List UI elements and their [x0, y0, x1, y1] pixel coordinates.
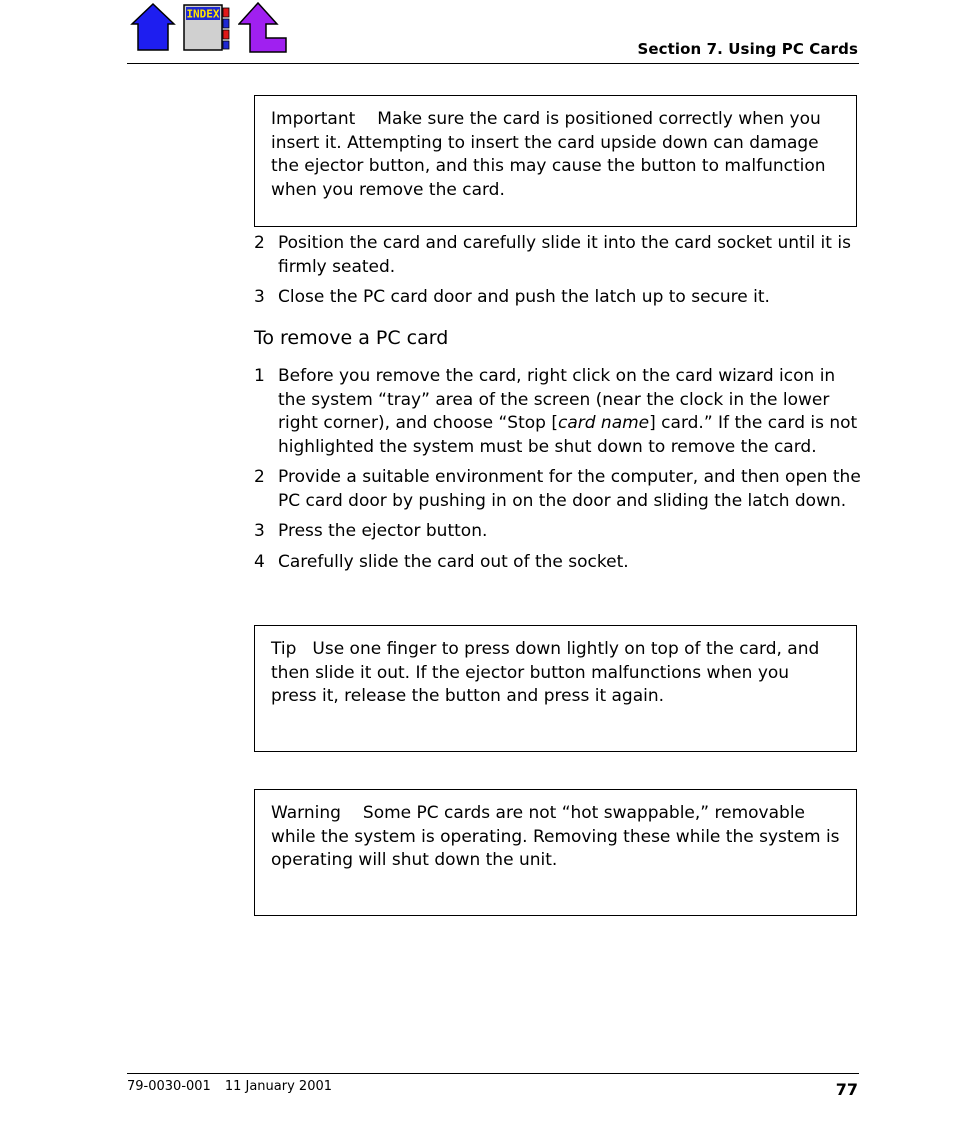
warning-text: Some PC cards are not “hot swappable,” removable while the system is operating. Removing these while the system is operating will shut down the unit. — [271, 803, 840, 870]
doc-date: 11 January 2001 — [224, 1079, 333, 1094]
step-text-before: Before you remove the card, right click on the card wizard icon in the system “tray” area of the screen (near the clock in the lower right corner), and choose “Stop [ — [278, 366, 836, 433]
section-title: Section 7. Using PC Cards — [637, 40, 858, 58]
index-book-icon[interactable] — [182, 2, 232, 52]
important-note-box — [254, 95, 857, 227]
important-text: Make sure the card is positioned correctly when you insert it. Attempting to insert the card upside down can damage the ejector button, and this may cause the button to malfunction when you remove the card. — [271, 109, 826, 200]
step-text-after: ] card.” If the card is not highlighted the system must be shut down to remove the card. — [278, 413, 858, 457]
index-label: INDEX — [186, 7, 220, 21]
tip-text: Use one finger to press down lightly on top of the card, and then slide it out. If the ejector button malfunctions when you press it, release the button and press it again. — [271, 639, 820, 706]
list-item — [254, 466, 864, 513]
step-number: 4 — [254, 552, 265, 572]
list-item — [254, 365, 864, 459]
up-arrow-icon[interactable] — [238, 2, 288, 54]
card-name-placeholder: card name — [557, 413, 650, 433]
remove-card-heading: To remove a PC card — [254, 327, 449, 349]
tip-label: Tip — [271, 639, 297, 659]
step-text: Carefully slide the card out of the socket. — [278, 552, 629, 572]
header-divider — [127, 63, 859, 64]
step-text: Position the card and carefully slide it into the card socket until it is firmly seated. — [278, 233, 851, 277]
warning-note-box — [254, 789, 857, 916]
step-text: Press the ejector button. — [278, 521, 488, 541]
list-item — [254, 520, 864, 544]
step-text — [278, 365, 864, 459]
footer-divider — [127, 1073, 859, 1074]
list-item — [254, 551, 864, 575]
step-number: 3 — [254, 287, 265, 307]
important-label: Important — [271, 109, 356, 129]
list-item — [254, 232, 864, 279]
step-text: Provide a suitable environment for the computer, and then open the PC card door by pushing in on the door and sliding the latch down. — [278, 467, 861, 511]
step-number: 2 — [254, 467, 265, 487]
step-number: 3 — [254, 521, 265, 541]
page-number: 77 — [835, 1080, 858, 1099]
doc-number: 79-0030-001 — [127, 1079, 211, 1094]
warning-label: Warning — [271, 803, 341, 823]
step-number: 1 — [254, 366, 265, 386]
tip-note-box — [254, 625, 857, 752]
list-item — [254, 286, 864, 310]
step-number: 2 — [254, 233, 265, 253]
step-text: Close the PC card door and push the latch up to secure it. — [278, 287, 770, 307]
footer-doc-info — [127, 1079, 332, 1094]
home-arrow-icon[interactable] — [130, 2, 176, 52]
